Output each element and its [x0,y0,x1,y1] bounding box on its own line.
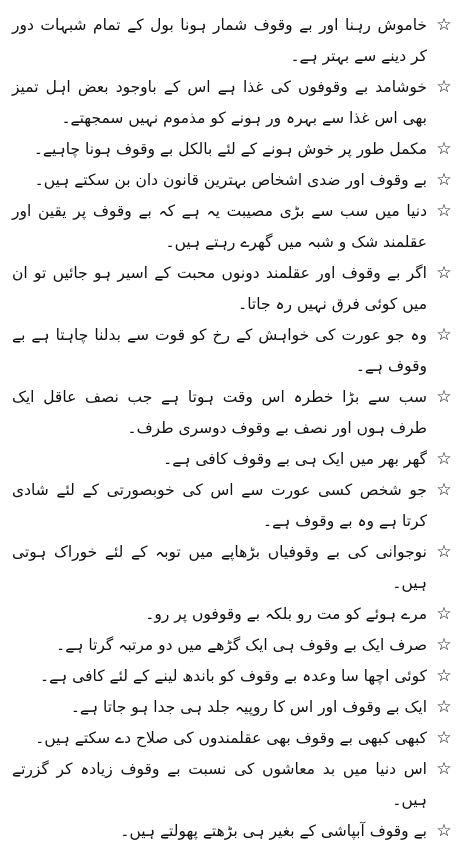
star-bullet-icon: ☆ [436,666,452,686]
star-bullet-icon: ☆ [436,15,452,35]
quote-text: سب سے بڑا خطرہ اس وقت ہوتا ہے جب نصف عاقل ایک طرف ہوں اور نصف بے وقوف دوسری طرف۔ [12,388,427,437]
quote-text: بے وقوف آبپاشی کے بغیر ہی بڑھتے پھولتے ہیں۔ [120,822,427,840]
quote-item [0,475,461,537]
quote-item [0,754,461,816]
quote-text: دنیا میں سب سے بڑی مصیبت یہ ہے کہ بے وقوف پر یقین اور عقلمند شک و شبہ میں گھرے رہتے ہیں۔ [12,202,427,251]
star-bullet-icon: ☆ [436,263,452,283]
quote-text: جو شخص کسی عورت سے اس کی خوبصورتی کے لئے شادی کرتا ہے وہ بے وقوف ہے۔ [12,481,427,530]
quote-item [0,723,461,754]
quote-text: خاموش رہنا اور بے وقوف شمار ہونا بول کے تمام شبہات دور کر دینے سے بہتر ہے۔ [12,16,427,65]
star-bullet-icon: ☆ [436,449,452,469]
quote-item [0,196,461,258]
quote-text: مکمل طور پر خوش ہونے کے لئے بالکل بے وقوف ہونا چاہیے۔ [33,140,427,158]
quote-item [0,10,461,72]
quote-item [0,537,461,599]
quote-item [0,661,461,692]
star-bullet-icon: ☆ [436,201,452,221]
star-bullet-icon: ☆ [436,604,452,624]
quote-item [0,444,461,475]
star-bullet-icon: ☆ [436,759,452,779]
quote-item [0,382,461,444]
quote-item [0,258,461,320]
quote-text: گھر بھر میں ایک ہی بے وقوف کافی ہے۔ [163,450,427,468]
quote-text: خوشامد بے وقوفوں کی غذا ہے اس کے باوجود بعض اہل تمیز بھی اس غذا سے بہرہ ور ہونے کو مذموم نہیں سمجھتے۔ [12,78,427,127]
quote-text: اگر بے وقوف اور عقلمند دونوں محبت کے اسیر ہو جائیں تو ان میں کوئی فرق نہیں رہ جاتا۔ [12,264,427,313]
star-bullet-icon: ☆ [436,170,452,190]
quote-text: کوئی اچھا سا وعدہ بے وقوف کو باندھ لینے کے لئے کافی ہے۔ [39,667,427,685]
quote-text: کبھی کبھی بے وقوف بھی عقلمندوں کی صلاح دے سکتے ہیں۔ [35,729,427,747]
star-bullet-icon: ☆ [436,697,452,717]
quote-text: مرے ہوئے کو مت رو بلکہ بے وقوفوں پر رو۔ [145,605,427,623]
quote-item [0,134,461,165]
quote-item [0,692,461,723]
star-bullet-icon: ☆ [436,542,452,562]
star-bullet-icon: ☆ [436,821,452,841]
quote-item [0,320,461,382]
quote-text: ایک بے وقوف اور اس کا روپیہ جلد ہی جدا ہو جاتا ہے۔ [70,698,427,716]
star-bullet-icon: ☆ [436,77,452,97]
star-bullet-icon: ☆ [436,325,452,345]
star-bullet-icon: ☆ [436,480,452,500]
quote-text: صرف ایک بے وقوف ہی ایک گڑھے میں دو مرتبہ گرتا ہے۔ [56,636,427,654]
star-bullet-icon: ☆ [436,387,452,407]
quote-text: بے وقوف اور ضدی اشخاص بہترین قانون دان بن سکتے ہیں۔ [34,171,427,189]
quotes-page [0,10,461,847]
star-bullet-icon: ☆ [436,728,452,748]
quote-item [0,165,461,196]
quote-item [0,72,461,134]
quote-item [0,816,461,847]
quote-text: نوجوانی کی بے وقوفیاں بڑھاپے میں توبہ کے لئے خوراک ہوتی ہیں۔ [12,543,427,592]
quote-item [0,630,461,661]
quote-text: وہ جو عورت کی خواہش کے رخ کو قوت سے بدلنا چاہتا ہے بے وقوف ہے۔ [12,326,427,375]
star-bullet-icon: ☆ [436,139,452,159]
star-bullet-icon: ☆ [436,635,452,655]
quote-item [0,599,461,630]
quote-text: اس دنیا میں بد معاشوں کی نسبت بے وقوف زیادہ کر گزرتے ہیں۔ [12,760,427,809]
